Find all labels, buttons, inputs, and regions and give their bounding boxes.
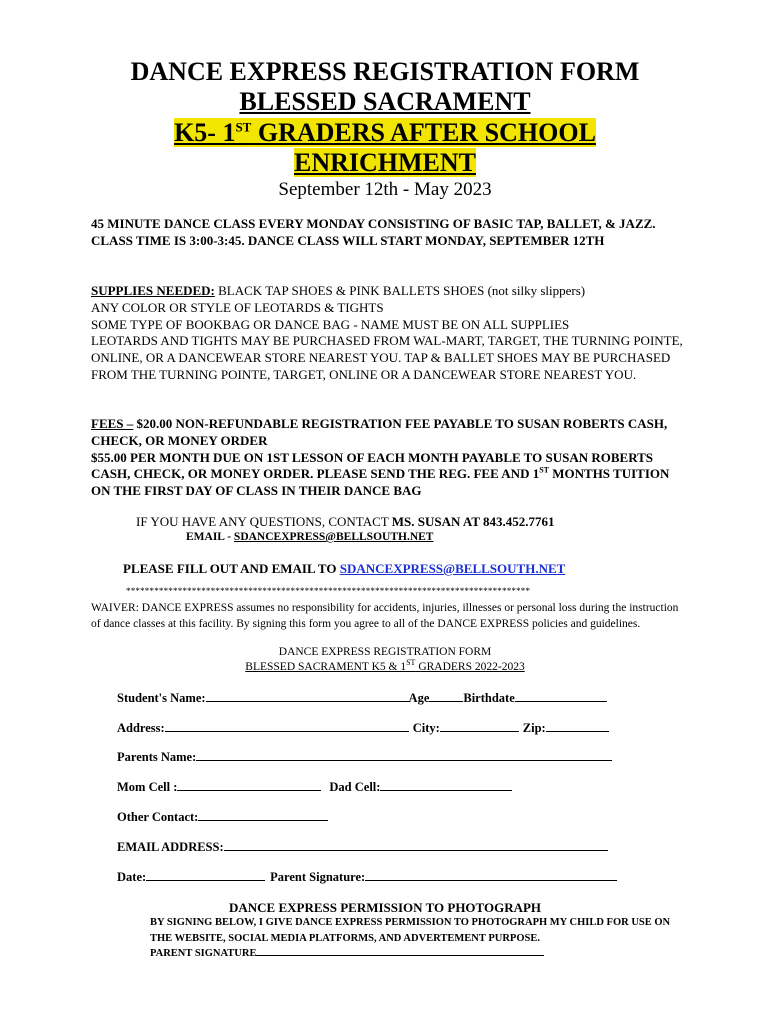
photo-permission-title: DANCE EXPRESS PERMISSION TO PHOTOGRAPH (228, 900, 542, 915)
program-title (0, 118, 770, 148)
cell-row (117, 779, 512, 795)
supplies-section (91, 283, 687, 384)
other-contact-label: Other Contact: (117, 810, 199, 824)
photo-signature-label: PARENT SIGNATURE (150, 948, 257, 959)
fees-line-2 (91, 450, 679, 500)
city-field[interactable] (440, 720, 519, 732)
photo-signature-row (150, 946, 544, 959)
program-subtitle (0, 148, 770, 178)
subtitle-post: GRADERS 2022-2023 (415, 661, 525, 673)
email-row (117, 839, 608, 855)
email-address-field[interactable] (224, 839, 608, 851)
contact-question: IF YOU HAVE ANY QUESTIONS, CONTACT (136, 514, 392, 529)
registration-form-subtitle-text (245, 658, 525, 673)
school-name (0, 87, 770, 117)
contact-email-line (186, 531, 433, 543)
supplies-text-1: BLACK TAP SHOES & PINK BALLETS SHOES (not silky slippers) (214, 283, 586, 298)
student-row (117, 690, 607, 706)
subtitle-sup: ST (406, 658, 416, 668)
session-dates: September 12th - May 2023 (278, 179, 492, 200)
age-label: Age (408, 691, 430, 705)
address-field[interactable] (165, 720, 409, 732)
mom-cell-field[interactable] (177, 779, 321, 791)
student-name-field[interactable] (206, 690, 409, 702)
birthdate-field[interactable] (515, 690, 607, 702)
contact-email-label: EMAIL - (186, 531, 234, 543)
fees-text-3: MONTHS TUITION ON THE FIRST DAY OF CLASS IN THEIR DANCE BAG (91, 466, 670, 499)
fees-label: FEES – (91, 416, 134, 431)
fill-out-instruction (123, 561, 565, 577)
parents-name-label: Parents Name: (117, 750, 197, 764)
program-subtitle-text: ENRICHMENT (293, 148, 476, 177)
email-address-label: EMAIL ADDRESS: (117, 840, 224, 854)
registration-form-title: DANCE EXPRESS REGISTRATION FORM (278, 646, 492, 658)
zip-label: Zip: (522, 721, 546, 735)
address-label: Address: (117, 721, 165, 735)
student-name-label: Student's Name: (117, 691, 206, 705)
program-title-text (174, 118, 596, 147)
fees-section (91, 416, 679, 500)
fees-text-2: $55.00 PER MONTH DUE ON 1ST LESSON OF EACH MONTH PAYABLE TO SUSAN ROBERTS CASH, CHECK, OR MONEY ORDER. PLEASE SEND THE REG. FEE AND 1 (91, 449, 654, 482)
dad-cell-field[interactable] (380, 779, 512, 791)
date-field[interactable] (146, 869, 265, 881)
signature-row (117, 869, 617, 885)
contact-phone: MS. SUSAN AT 843.452.7761 (391, 514, 555, 529)
supplies-line-1 (91, 283, 687, 300)
program-title-sup: ST (235, 119, 252, 135)
birthdate-label: Birthdate (463, 691, 515, 705)
zip-field[interactable] (546, 720, 609, 732)
separator-line: ************************************************************************************** (126, 586, 531, 596)
dad-cell-label: Dad Cell: (329, 780, 381, 794)
fees-text-1: $20.00 NON-REFUNDABLE REGISTRATION FEE PAYABLE TO SUSAN ROBERTS CASH, CHECK, OR MONEY ORDER (91, 416, 668, 448)
registration-form-subtitle (0, 658, 770, 673)
supplies-label: SUPPLIES NEEDED: (91, 283, 215, 298)
parent-signature-field[interactable] (365, 869, 617, 881)
form-title: DANCE EXPRESS REGISTRATION FORM (130, 57, 640, 86)
contact-email[interactable]: SDANCEXPRESS@BELLSOUTH.NET (233, 531, 434, 543)
school-name-text: BLESSED SACRAMENT (239, 87, 531, 116)
supplies-line-2: ANY COLOR OR STYLE OF LEOTARDS & TIGHTS (91, 299, 384, 315)
program-title-post: GRADERS AFTER SCHOOL (251, 118, 596, 147)
fees-sup: ST (539, 466, 549, 476)
address-row (117, 720, 609, 736)
parents-row (117, 749, 612, 765)
waiver-text: WAIVER: DANCE EXPRESS assumes no responsibility for accidents, injuries, illnesses or personal loss during the instruction of dance classes at this facility. By signing this form you agree to all of the DANCE EXPRESS policies and guidelines. (91, 602, 679, 630)
contact-line (136, 514, 696, 530)
other-contact-row (117, 809, 328, 825)
program-title-pre: K5- 1 (174, 118, 236, 147)
age-field[interactable] (429, 690, 463, 702)
parent-signature-label: Parent Signature: (270, 870, 366, 884)
supplies-line-4: LEOTARDS AND TIGHTS MAY BE PURCHASED FROM WAL-MART, TARGET, THE TURNING POINTE, ONLINE, OR A DANCEWEAR STORE NEAREST YOU. TAP & BALLET SHOES MAY BE PURCHASED FROM THE TURNING POINTE, TARGET, ONLINE OR A DANCEWEAR STORE NEAREST YOU. (91, 333, 683, 382)
parents-name-field[interactable] (196, 749, 612, 761)
subtitle-pre: BLESSED SACRAMENT K5 & 1 (245, 661, 407, 673)
class-description: 45 MINUTE DANCE CLASS EVERY MONDAY CONSISTING OF BASIC TAP, BALLET, & JAZZ. CLASS TIME IS 3:00-3:45. DANCE CLASS WILL START MONDAY, SEPTEMBER 12TH (91, 216, 656, 248)
fill-out-email-link[interactable]: SDANCEXPRESS@BELLSOUTH.NET (339, 561, 566, 576)
photo-signature-field[interactable] (256, 946, 544, 956)
date-label: Date: (117, 870, 147, 884)
fill-out-text: PLEASE FILL OUT AND EMAIL TO (123, 561, 340, 576)
other-contact-field[interactable] (198, 809, 328, 821)
photo-permission-text: BY SIGNING BELOW, I GIVE DANCE EXPRESS PERMISSION TO PHOTOGRAPH MY CHILD FOR USE ON THE WEBSITE, SOCIAL MEDIA PLATFORMS, AND ADVERTEMENT PURPOSE. (150, 917, 671, 944)
fees-line-1 (91, 416, 679, 450)
mom-cell-label: Mom Cell : (117, 780, 178, 794)
city-label: City: (412, 721, 440, 735)
supplies-line-3: SOME TYPE OF BOOKBAG OR DANCE BAG - NAME MUST BE ON ALL SUPPLIES (91, 316, 570, 332)
